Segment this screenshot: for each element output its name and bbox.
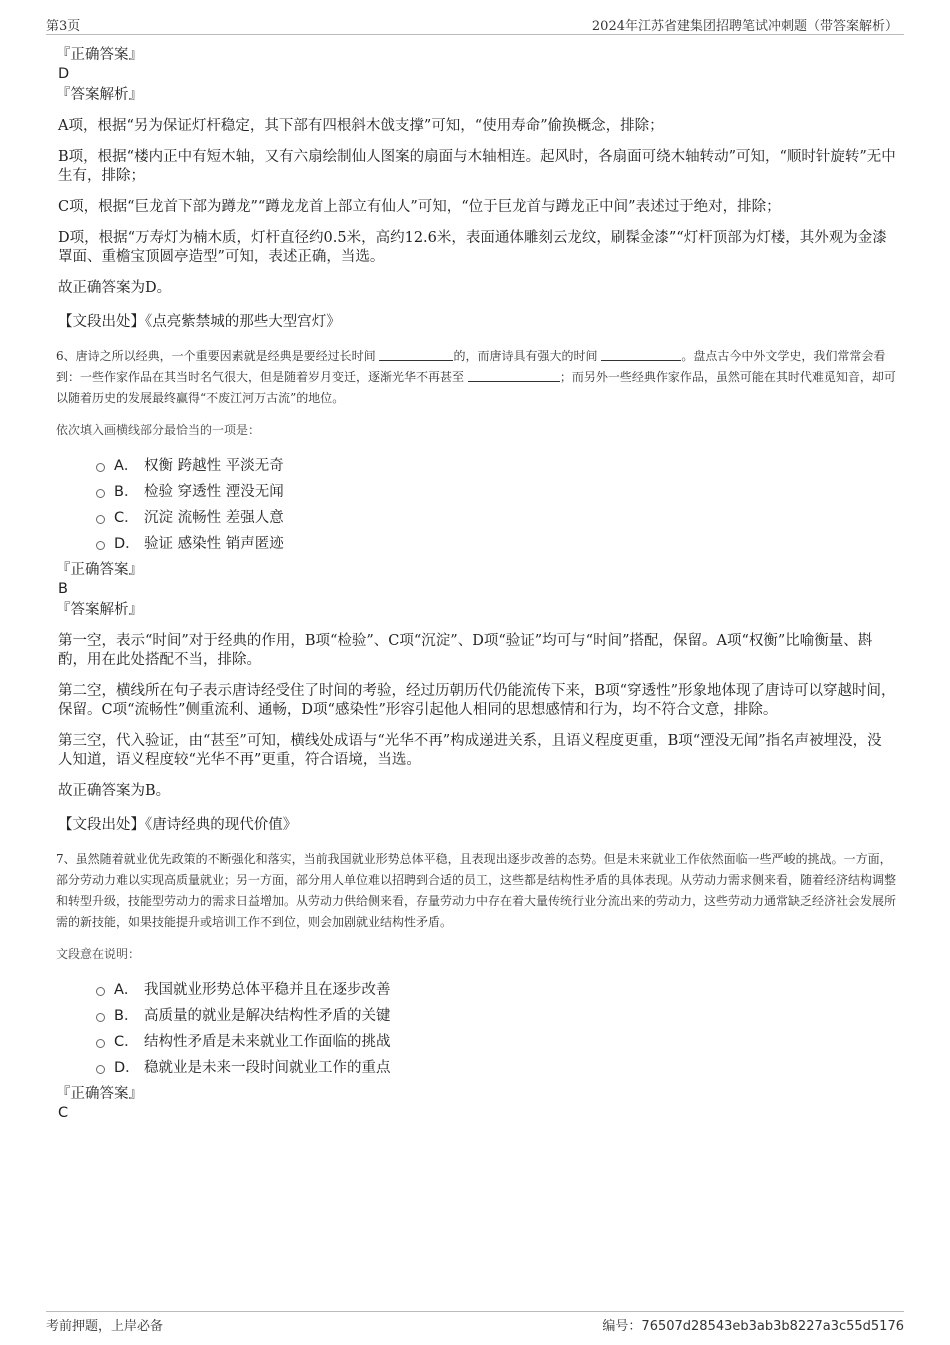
radio-button[interactable]: [96, 987, 105, 996]
q7-options: [96, 977, 896, 1081]
q6-option-b[interactable]: B． 检验 穿透性 湮没无闻: [96, 479, 896, 505]
page-header: [46, 14, 904, 35]
source-label: 【文段出处】: [58, 314, 145, 330]
footer-slogan: 考前押题，上岸必备: [46, 1319, 164, 1334]
document-title: 2024年江苏省建集团招聘笔试冲刺题（带答案解析）: [591, 19, 898, 34]
q5-analysis-a: A项，根据“另为保证灯杆稳定，其下部有四根斜木戗支撑”可知，“使用寿命”偷换概念，排除；: [58, 118, 664, 134]
blank-2: [601, 348, 681, 361]
source-title: 《点亮紫禁城的那些大型宫灯》: [145, 314, 341, 330]
q6-instruction: 依次填入画横线部分最恰当的一项是：: [56, 423, 261, 437]
q5-analysis-b: B项，根据“楼内正中有短木轴，又有六扇绘制仙人图案的扇面与木轴相连。起风时，各扇面可绕木轴转动”可知，“顺时针旋转”无中生有，排除；: [58, 149, 896, 184]
q7-option-d[interactable]: D． 稳就业是未来一段时间就业工作的重点: [96, 1055, 896, 1081]
q7-option-a[interactable]: A． 我国就业形势总体平稳并且在逐步改善: [96, 977, 896, 1003]
q7-option-c[interactable]: C． 结构性矛盾是未来就业工作面临的挑战: [96, 1029, 896, 1055]
q6-option-a[interactable]: A． 权衡 跨越性 平淡无奇: [96, 453, 896, 479]
q6-analysis-2: 第二空，横线所在句子表示唐诗经受住了时间的考验，经过历朝历代仍能流传下来，B项“穿透性”形象地体现了唐诗可以穿越时间，保留。C项“流畅性”侧重流利、通畅，D项“感染性”形容引起他人相同的思想感情和行为，均不符合文意，排除。: [58, 683, 896, 718]
blank-3: [468, 369, 560, 382]
q7-stem: 7、虽然随着就业优先政策的不断强化和落实，当前我国就业形势总体平稳，且表现出逐步改善的态势。但是未来就业工作依然面临一些严峻的挑战。一方面，部分劳动力难以实现高质量就业；另一方面，部分用人单位难以招聘到合适的员工，这些都是结构性矛盾的具体表现。从劳动力需求侧来看，随着经济结构调整和转型升级，技能型劳动力的需求日益增加。从劳动力供给侧来看，存量劳动力中存在着大量传统行业分流出来的劳动力，这些劳动力通常缺乏经济社会发展所需的新技能，如果技能提升或培训工作不到位，则会加剧就业结构性矛盾。: [56, 852, 897, 929]
q6-stem: 6、唐诗之所以经典，一个重要因素就是经典是要经过长时间 的，而唐诗具有强大的时间 。盘点古今中外文学史，我们常常会看到：一些作家作品在其当时名气很大，但是随着岁月变迁，逐渐光华不再甚至 ；而另外一些经典作家作品，虽然可能在其时代难觅知音，却可以随着历史的发展最终赢得“不废江河万古流”的地位。: [56, 349, 896, 405]
radio-button[interactable]: [96, 1039, 105, 1048]
blank-1: [379, 348, 453, 361]
analysis-label: 『答案解析』: [56, 602, 143, 618]
q7-option-b[interactable]: B． 高质量的就业是解决结构性矛盾的关键: [96, 1003, 896, 1029]
radio-button[interactable]: [96, 1065, 105, 1074]
radio-button[interactable]: [96, 489, 105, 498]
radio-button[interactable]: [96, 541, 105, 550]
q5-conclusion: 故正确答案为D。: [58, 280, 172, 296]
source-label: 【文段出处】: [58, 817, 145, 833]
q5-source: [58, 313, 896, 332]
q7-instruction: 文段意在说明：: [56, 947, 141, 961]
q6-analysis-1: 第一空，表示“时间”对于经典的作用，B项“检验”、C项“沉淀”、D项“验证”均可与“时间”搭配，保留。A项“权衡”比喻衡量、斟酌，用在此处搭配不当，排除。: [58, 633, 873, 668]
q6-source: [58, 816, 896, 835]
document-code: 编号：76507d28543eb3ab3b8227a3c55d5176: [602, 1319, 904, 1334]
q6-option-d[interactable]: D． 验证 感染性 销声匿迹: [96, 531, 896, 557]
q5-analysis-c: C项，根据“巨龙首下部为蹲龙”“蹲龙龙首上部立有仙人”可知，“位于巨龙首与蹲龙正中间”表述过于绝对，排除；: [58, 199, 781, 215]
radio-button[interactable]: [96, 515, 105, 524]
correct-answer-label: 『正确答案』: [56, 47, 143, 63]
source-title: 《唐诗经典的现代价值》: [145, 817, 298, 833]
q5-analysis-d: D项，根据“万寿灯为楠木质，灯杆直径约0.5米，高约12.6米，表面通体雕刻云龙纹，刷髹金漆”“灯杆顶部为灯楼，其外观为金漆罩面、重檐宝顶圆亭造型”可知，表述正确，当选。: [58, 230, 887, 265]
radio-button[interactable]: [96, 1013, 105, 1022]
radio-button[interactable]: [96, 463, 105, 472]
page-content: [56, 46, 896, 1123]
correct-answer-label: 『正确答案』: [56, 562, 143, 578]
q5-answer: D: [58, 66, 70, 82]
q7-answer: C: [58, 1105, 69, 1121]
q6-conclusion: 故正确答案为B。: [58, 783, 171, 799]
q6-option-c[interactable]: C． 沉淀 流畅性 差强人意: [96, 505, 896, 531]
q6-options: [96, 453, 896, 557]
analysis-label: 『答案解析』: [56, 87, 143, 103]
page-number: 第3页: [46, 19, 81, 34]
q6-analysis-3: 第三空，代入验证，由“甚至”可知，横线处成语与“光华不再”构成递进关系，且语义程度更重，B项“湮没无闻”指名声被埋没，没人知道，语义程度较“光华不再”更重，符合语境，当选。: [58, 733, 882, 768]
page-footer: [46, 1311, 904, 1336]
correct-answer-label: 『正确答案』: [56, 1086, 143, 1102]
q6-answer: B: [58, 581, 68, 597]
